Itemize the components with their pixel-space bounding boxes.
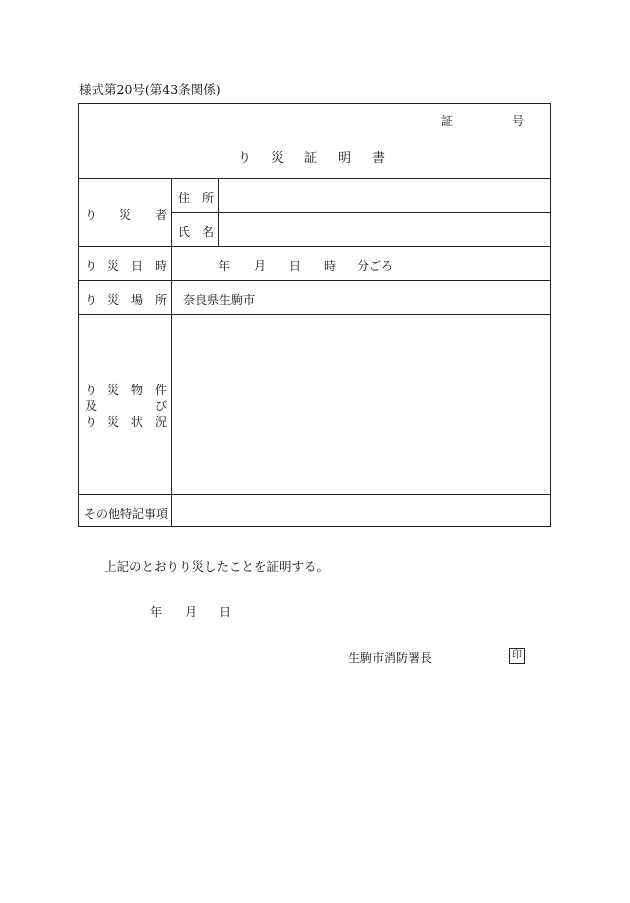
place-value: 奈良県生駒市 bbox=[183, 293, 256, 307]
certification-statement: 上記のとおりり災したことを証明する。 bbox=[104, 559, 330, 574]
date-year-label: 年 bbox=[218, 259, 231, 273]
document-title: り 災 証 明 書 bbox=[238, 151, 386, 166]
certificate-number-label: 証 bbox=[441, 114, 454, 128]
form-number: 様式第20号(第43条関係) bbox=[79, 82, 221, 97]
date-hour-label: 時 bbox=[324, 259, 337, 273]
items-label-line3: り 災 状 況 bbox=[85, 415, 168, 429]
place-label: り 災 場 所 bbox=[85, 293, 168, 307]
victim-label: り 災 者 bbox=[85, 208, 168, 222]
row-divider bbox=[78, 246, 551, 247]
address-field[interactable] bbox=[219, 179, 550, 211]
row-divider bbox=[78, 280, 551, 281]
issue-day-label: 日 bbox=[219, 605, 232, 619]
other-notes-field[interactable] bbox=[172, 495, 550, 526]
other-notes-label: その他特記事項 bbox=[84, 507, 169, 521]
date-minute-label: 分ごろ bbox=[357, 259, 394, 273]
items-label-line1: り 災 物 件 bbox=[85, 383, 168, 397]
date-day-label: 日 bbox=[289, 259, 302, 273]
items-label-line2: 及 び bbox=[85, 399, 168, 413]
issue-year-label: 年 bbox=[150, 605, 163, 619]
date-label: り 災 日 時 bbox=[85, 259, 168, 273]
seal-mark: 印 bbox=[509, 648, 525, 664]
issue-month-label: 月 bbox=[185, 605, 198, 619]
name-label: 氏 名 bbox=[178, 225, 215, 239]
address-label: 住 所 bbox=[178, 191, 215, 205]
items-field[interactable] bbox=[172, 315, 550, 493]
certificate-number-suffix: 号 bbox=[512, 114, 525, 128]
date-month-label: 月 bbox=[254, 259, 267, 273]
signatory: 生駒市消防署長 bbox=[348, 651, 433, 665]
name-field[interactable] bbox=[219, 213, 550, 245]
